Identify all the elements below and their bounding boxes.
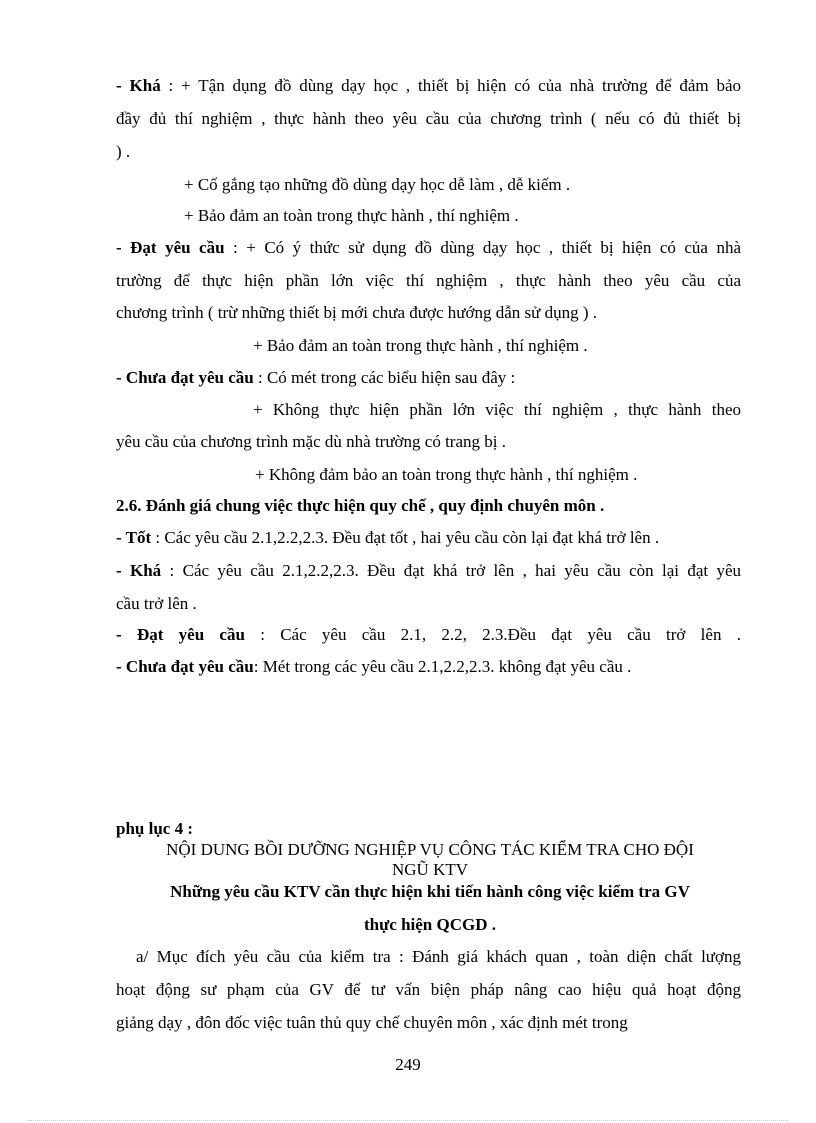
para-kha-line-2	[116, 109, 741, 129]
text: : Có mét trong các biểu hiện sau đây :	[253, 368, 516, 387]
para-kha-line-1	[116, 76, 741, 96]
page-number: 249	[395, 1055, 421, 1074]
text: đầy đủ thí nghiệm , thực hành theo yêu cầu của chương trình ( nếu có đủ thiết bị	[116, 109, 741, 128]
text: : Các yêu cầu 2.1,2.2,2.3. Đều đạt khá trở lên , hai yêu cầu còn lại đạt yêu	[161, 561, 741, 580]
bullet-line	[255, 465, 816, 485]
label-chua-dat: - Chưa đạt yêu cầu	[116, 368, 254, 387]
purpose-line-2: hoạt động sư phạm của GV để tư vấn biện pháp nâng cao hiệu quả hoạt động	[116, 980, 741, 999]
appendix-subtitle: Những yêu cầu KTV cần thực hiện khi tiến hành công việc kiểm tra GV	[170, 882, 690, 901]
text: chương trình ( trừ những thiết bị mới chưa được hướng dẫn sử dụng ) .	[116, 303, 597, 322]
text: + Không thực hiện phần lớn việc thí nghiệm , thực hành theo	[253, 400, 741, 419]
appendix-title: NỘI DUNG BỒI DƯỠNG NGHIỆP VỤ CÔNG TÁC KIỂM TRA CHO ĐỘI	[166, 840, 694, 859]
purpose-line-3: giảng dạy , đôn đốc việc tuân thủ quy chế chuyên môn , xác định mét trong	[116, 1013, 628, 1032]
eval-kha-line-2	[116, 594, 741, 614]
bullet-line-cont	[116, 432, 741, 452]
eval-dat	[116, 625, 741, 645]
text: : Các yêu cầu 2.1, 2.2, 2.3.Đều đạt yêu cầu trở lên .	[244, 625, 741, 644]
text: + Bảo đảm an toàn trong thực hành , thí nghiệm .	[253, 336, 588, 355]
para-dat-line-2	[116, 271, 741, 291]
label-dat-yeu-cau: - Đạt yêu cầu	[116, 625, 245, 644]
text: + Cố gắng tạo những đồ dùng dạy học dễ làm , dễ kiếm .	[184, 175, 571, 194]
text: : + Có ý thức sử dụng đồ dùng dạy học , thiết bị hiện có của nhà	[224, 238, 741, 257]
label-kha: - Khá	[116, 76, 161, 95]
label-tot: - Tốt	[116, 528, 152, 547]
eval-chua-dat	[116, 657, 741, 677]
bullet-line	[253, 336, 816, 356]
bullet-line	[184, 175, 809, 195]
bullet-line	[184, 206, 809, 226]
text: cầu trở lên .	[116, 594, 197, 613]
appendix-subtitle-cont: thực hiện QCGD .	[363, 915, 497, 934]
text: : + Tận dụng đồ dùng dạy học , thiết bị hiện có của nhà trường để đảm bảo	[160, 76, 742, 95]
label-chua-dat: - Chưa đạt yêu cầu	[116, 657, 254, 676]
text: + Không đảm bảo an toàn trong thực hành , thí nghiệm .	[255, 465, 638, 484]
page-bottom-rule	[28, 1120, 788, 1121]
text: yêu cầu của chương trình mặc dù nhà trường có trang bị .	[116, 432, 506, 451]
text: trường để thực hiện phần lớn việc thí nghiệm , thực hành theo yêu cầu của	[116, 271, 741, 290]
appendix-title-cont: NGŨ KTV	[391, 860, 469, 879]
para-dat-line-1	[116, 238, 741, 258]
bullet-line	[253, 400, 741, 420]
para-kha-line-3	[116, 142, 741, 162]
purpose-line-1: a/ Mục đích yêu cầu của kiểm tra : Đánh giá khách quan , toàn diện chất lượng	[136, 947, 741, 966]
eval-kha-line-1	[116, 561, 741, 581]
text: ) .	[116, 142, 131, 161]
label-kha: - Khá	[116, 561, 162, 580]
text: : Mét trong các yêu cầu 2.1,2.2,2.3. không đạt yêu cầu .	[253, 657, 632, 676]
eval-tot	[116, 528, 741, 548]
text: : Các yêu cầu 2.1,2.2,2.3. Đều đạt tốt , hai yêu cầu còn lại đạt khá trở lên .	[151, 528, 660, 547]
para-chua-dat	[116, 368, 741, 388]
appendix-label: phụ lục 4 :	[116, 819, 193, 838]
text: + Bảo đảm an toàn trong thực hành , thí nghiệm .	[184, 206, 519, 225]
para-dat-line-3	[116, 303, 741, 323]
section-heading: 2.6. Đánh giá chung việc thực hiện quy chế , quy định chuyên môn .	[116, 496, 605, 515]
label-dat-yeu-cau: - Đạt yêu cầu	[116, 238, 225, 257]
